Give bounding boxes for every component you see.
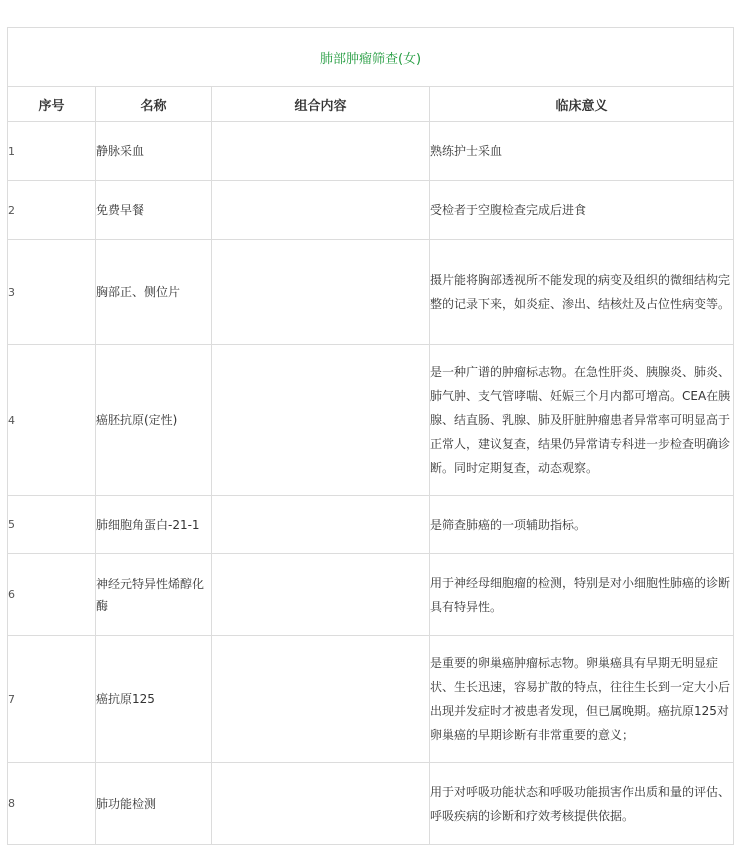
row-name: 胸部正、侧位片 [96, 240, 212, 345]
row-meaning: 是筛查肺癌的一项辅助指标。 [430, 496, 734, 554]
row-name: 癌抗原125 [96, 636, 212, 763]
row-content [212, 554, 430, 636]
header-name: 名称 [96, 87, 212, 122]
row-seq: 2 [8, 181, 96, 240]
row-meaning: 熟练护士采血 [430, 122, 734, 181]
row-name: 免费早餐 [96, 181, 212, 240]
header-meaning: 临床意义 [430, 87, 734, 122]
table-row [8, 122, 734, 181]
table-row [8, 181, 734, 240]
row-name: 肺细胞角蛋白-21-1 [96, 496, 212, 554]
row-meaning: 是重要的卵巢癌肿瘤标志物。卵巢癌具有早期无明显症状、生长迅速，容易扩散的特点，往往生长到一定大小后出现并发症时才被患者发现，但已属晚期。癌抗原125对卵巢癌的早期诊断有非常重要的意义； [430, 636, 734, 763]
table-row [8, 636, 734, 763]
header-content: 组合内容 [212, 87, 430, 122]
row-meaning: 用于神经母细胞瘤的检测，特别是对小细胞性肺癌的诊断具有特异性。 [430, 554, 734, 636]
screening-table [7, 27, 734, 845]
table-row [8, 345, 734, 496]
row-seq: 7 [8, 636, 96, 763]
table-title: 肺部肿瘤筛查(女) [8, 28, 734, 87]
row-seq: 4 [8, 345, 96, 496]
row-seq: 5 [8, 496, 96, 554]
row-meaning: 是一种广谱的肿瘤标志物。在急性肝炎、胰腺炎、肺炎、肺气肿、支气管哮喘、妊娠三个月内都可增高。CEA在胰腺、结直肠、乳腺、肺及肝脏肿瘤患者异常率可明显高于正常人，建议复查，结果仍异常请专科进一步检查明确诊断。同时定期复查，动态观察。 [430, 345, 734, 496]
row-seq: 3 [8, 240, 96, 345]
table-row [8, 763, 734, 845]
row-meaning: 摄片能将胸部透视所不能发现的病变及组织的微细结构完整的记录下来，如炎症、渗出、结核灶及占位性病变等。 [430, 240, 734, 345]
header-row [8, 87, 734, 122]
row-meaning: 受检者于空腹检查完成后进食 [430, 181, 734, 240]
row-content [212, 496, 430, 554]
row-seq: 1 [8, 122, 96, 181]
row-content [212, 181, 430, 240]
row-name: 静脉采血 [96, 122, 212, 181]
row-content [212, 122, 430, 181]
row-content [212, 345, 430, 496]
row-content [212, 240, 430, 345]
row-meaning: 用于对呼吸功能状态和呼吸功能损害作出质和量的评估、呼吸疾病的诊断和疗效考核提供依据。 [430, 763, 734, 845]
row-name: 肺功能检测 [96, 763, 212, 845]
row-name: 神经元特异性烯醇化酶 [96, 554, 212, 636]
row-content [212, 763, 430, 845]
table-row [8, 240, 734, 345]
row-seq: 6 [8, 554, 96, 636]
table-row [8, 496, 734, 554]
row-content [212, 636, 430, 763]
row-seq: 8 [8, 763, 96, 845]
row-name: 癌胚抗原(定性) [96, 345, 212, 496]
header-seq: 序号 [8, 87, 96, 122]
table-row [8, 554, 734, 636]
